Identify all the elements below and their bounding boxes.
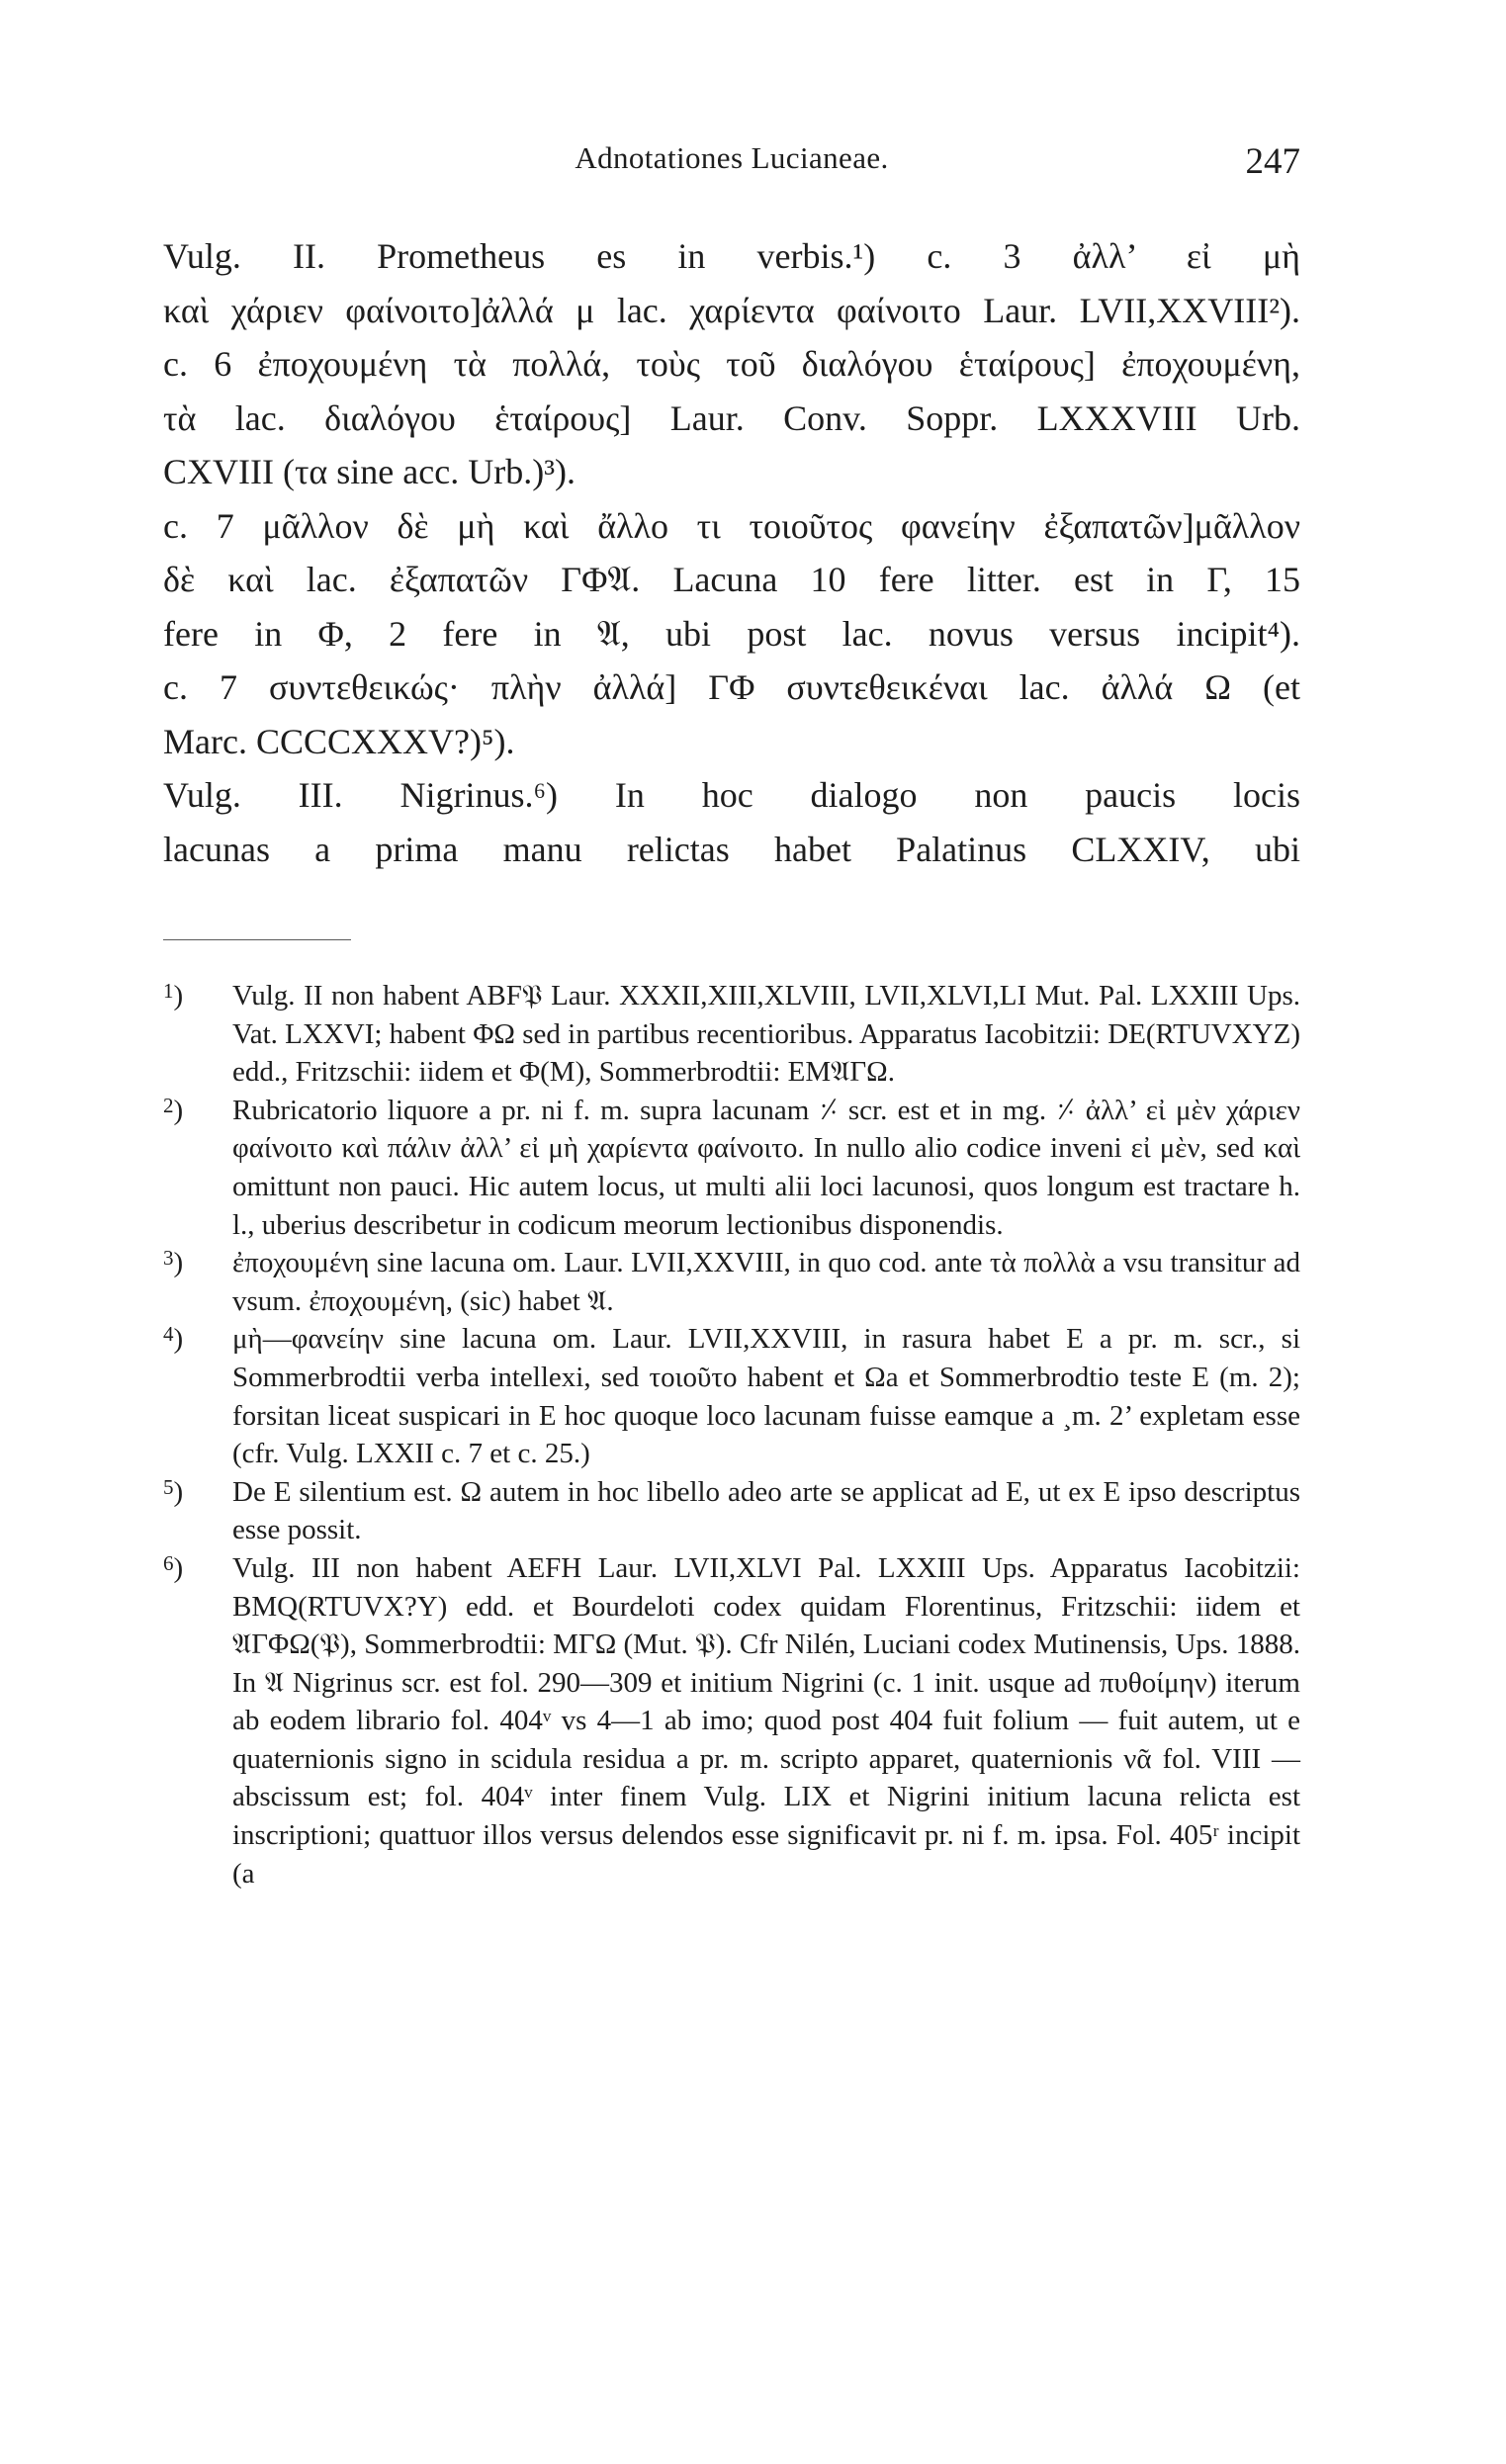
footnote-text: Rubricatorio liquore a pr. ni f. m. supra lacunam ⸓ scr. est et in mg. ⸓ ἀλλ’ εἰ μὲν χάριεν φαίνοιτο καὶ πάλιν ἀλλ’ εἰ μὴ χαρίεντα φαίνοιτο. In nullo alio codice inveni εἰ μὲν, sed καὶ omittunt non pauci. Hic autem locus, ut multi alii loci lacunosi, quos longum est tractare h. l., uberius describetur in codicum meorum lectionibus disponendis. — [232, 1094, 1300, 1241]
footnote-text: Vulg. III non habent AEFH Laur. LVII,XLVI Pal. LXXIII Ups. Apparatus Iacobitzii: BMQ(RTUVX?Y) edd. et Bourdeloti codex quidam Florentinus, Fritzschii: iidem et 𝔄ΓΦΩ(𝔓), Sommerbrodtii: MΓΩ (Mut. 𝔓). Cfr Nilén, Luciani codex Mutinensis, Ups. 1888. In 𝔄 Nigrinus scr. est fol. 290—309 et initium Nigrini (c. 1 init. usque ad πυθοίμην) iterum ab eodem librario fol. 404ᵛ vs 4—1 ab imo; quod post 404 fuit folium — fuit autem, ut e quaternionis signo in scidula residua a pr. m. scripto apparet, quaternionis νᾶ fol. VIII — abscissum est; fol. 404ᵛ inter finem Vulg. LIX et Nigrini initium lacuna relicta est inscriptioni; quattuor illos versus delendos esse significavit pr. ni f. m. ipsa. Fol. 405ʳ incipit (a — [232, 1551, 1300, 1890]
footnote: 2) Rubricatorio liquore a pr. ni f. m. supra lacunam ⸓ scr. est et in mg. ⸓ ἀλλ’ εἰ μὲν χάριεν φαίνοιτο καὶ πάλιν ἀλλ’ εἰ μὴ χαρίεντα φαίνοιτο. In nullo alio codice inveni εἰ μὲν, sed καὶ omittunt non pauci. Hic autem locus, ut multi alii loci lacunosi, quos longum est tractare h. l., uberius describetur in codicum meorum lectionibus disponendis. — [163, 1093, 1300, 1241]
text-line: Vulg. III. Nigrinus.⁶) In hoc dialogo non paucis locis — [163, 775, 1300, 815]
footnote: 3) ἐποχουμένη sine lacuna om. Laur. LVII,XXVIII, in quo cod. ante τὰ πολλὰ a vsu transitur ad vsum. ἐποχουμένη, (sic) habet 𝔄. — [163, 1246, 1300, 1317]
footnote: 6) Vulg. III non habent AEFH Laur. LVII,XLVI Pal. LXXIII Ups. Apparatus Iacobitzii: BMQ(RTUVX?Y) edd. et Bourdeloti codex quidam Florentinus, Fritzschii: iidem et 𝔄ΓΦΩ(𝔓), Sommerbrodtii: MΓΩ (Mut. 𝔓). Cfr Nilén, Luciani codex Mutinensis, Ups. 1888. In 𝔄 Nigrinus scr. est fol. 290—309 et initium Nigrini (c. 1 init. usque ad πυθοίμην) iterum ab eodem librario fol. 404ᵛ vs 4—1 ab imo; quod post 404 fuit folium — fuit autem, ut e quaternionis signo in scidula residua a pr. m. scripto apparet, quaternionis νᾶ fol. VIII — abscissum est; fol. 404ᵛ inter finem Vulg. LIX et Nigrini initium lacuna relicta est inscriptioni; quattuor illos versus delendos esse significavit pr. ni f. m. ipsa. Fol. 405ʳ incipit (a — [163, 1550, 1300, 1890]
footnote-text: Vulg. II non habent ABF𝔓 Laur. XXXII,XIII,XLVIII, LVII,XLVI,LI Mut. Pal. LXXIII Ups. Vat. LXXVI; habent ΦΩ sed in partibus recentioribus. Apparatus Iacobitzii: DE(RTUVXYZ) edd., Fritzschii: iidem et Φ(M), Sommerbrodtii: EM𝔄ΓΩ. — [232, 980, 1300, 1089]
text-line: c. 7 συντεθεικώς· πλὴν ἀλλά] ΓΦ συντεθεικέναι lac. ἀλλά Ω (et — [163, 667, 1300, 707]
text-line: lacunas a prima manu relictas habet Palatinus CLXXIV, ubi — [163, 829, 1300, 869]
running-title: Adnotationes Lucianeae. — [575, 140, 889, 175]
page-number: 247 — [1245, 141, 1300, 182]
footnote-marker: 5 — [163, 1474, 174, 1499]
footnote-text: μὴ—φανείην sine lacuna om. Laur. LVII,XXVIII, in rasura habet E a pr. m. scr., si Sommerbrodtii verba intellexi, sed τοιοῦτο habent et Ωa et Sommerbrodtio teste E (m. 2); forsitan liceat suspicari in E hoc quoque loco lacunam fuisse eamque a ¸m. 2’ expletam esse (cfr. Vulg. LXXII c. 7 et c. 25.) — [232, 1323, 1300, 1470]
running-head — [163, 140, 1300, 190]
text-line: Vulg. II. Prometheus es in verbis.¹) c. 3 ἀλλ’ εἰ μὴ — [163, 236, 1300, 276]
footnote-separator — [163, 939, 351, 940]
text-line: τὰ lac. διαλόγου ἑταίρους] Laur. Conv. Soppr. LXXXVIII Urb. — [163, 397, 1300, 438]
footnote: 5) De E silentium est. Ω autem in hoc libello adeo arte se applicat ad E, ut ex E ipso descriptus esse possit. — [163, 1474, 1300, 1546]
text-line: c. 7 μᾶλλον δὲ μὴ καὶ ἄλλο τι τοιοῦτος φανείην ἐξαπατῶν]μᾶλλον — [163, 505, 1300, 546]
text-line: fere in Φ, 2 fere in 𝔄, ubi post lac. novus versus incipit⁴). — [163, 613, 1300, 654]
footnote-marker: 6 — [163, 1550, 174, 1575]
text-line: δὲ καὶ lac. ἐξαπατῶν ΓΦ𝔄. Lacuna 10 fere litter. est in Γ, 15 — [163, 560, 1300, 599]
footnote: 1) Vulg. II non habent ABF𝔓 Laur. XXXII,XIII,XLVIII, LVII,XLVI,LI Mut. Pal. LXXIII Ups. Vat. LXXVI; habent ΦΩ sed in partibus recentioribus. Apparatus Iacobitzii: DE(RTUVXYZ) edd., Fritzschii: iidem et Φ(M), Sommerbrodtii: EM𝔄ΓΩ. — [163, 979, 1300, 1089]
footnote-marker: 4 — [163, 1322, 174, 1347]
footnote-text: De E silentium est. Ω autem in hoc libello adeo arte se applicat ad E, ut ex E ipso descriptus esse possit. — [232, 1475, 1300, 1546]
footnote-marker: 2 — [163, 1093, 174, 1117]
footnote-text: ἐποχουμένη sine lacuna om. Laur. LVII,XXVIII, in quo cod. ante τὰ πολλὰ a vsu transitur ad vsum. ἐποχουμένη, (sic) habet 𝔄. — [232, 1247, 1300, 1317]
text-line: καὶ χάριεν φαίνοιτο]ἀλλά μ lac. χαρίεντα φαίνοιτο Laur. LVII,XXVIII²). — [163, 290, 1300, 330]
text-line: CXVIII (τα sine acc. Urb.)³). — [163, 452, 576, 491]
footnote-marker: 3 — [163, 1246, 174, 1271]
text-line: c. 6 ἐποχουμένη τὰ πολλά, τοὺς τοῦ διαλόγου ἑταίρους] ἐποχουμένη, — [163, 344, 1300, 384]
main-text — [163, 229, 1300, 876]
footnote: 4) μὴ—φανείην sine lacuna om. Laur. LVII,XXVIII, in rasura habet E a pr. m. scr., si Sommerbrodtii verba intellexi, sed τοιοῦτο habent et Ωa et Sommerbrodtio teste E (m. 2); forsitan liceat suspicari in E hoc quoque loco lacunam fuisse eamque a ¸m. 2’ expletam esse (cfr. Vulg. LXXII c. 7 et c. 25.) — [163, 1322, 1300, 1470]
text-line: Marc. CCCCXXXV?)⁵). — [163, 721, 515, 761]
footnote-marker: 1 — [163, 979, 174, 1003]
footnotes — [163, 977, 1300, 1892]
